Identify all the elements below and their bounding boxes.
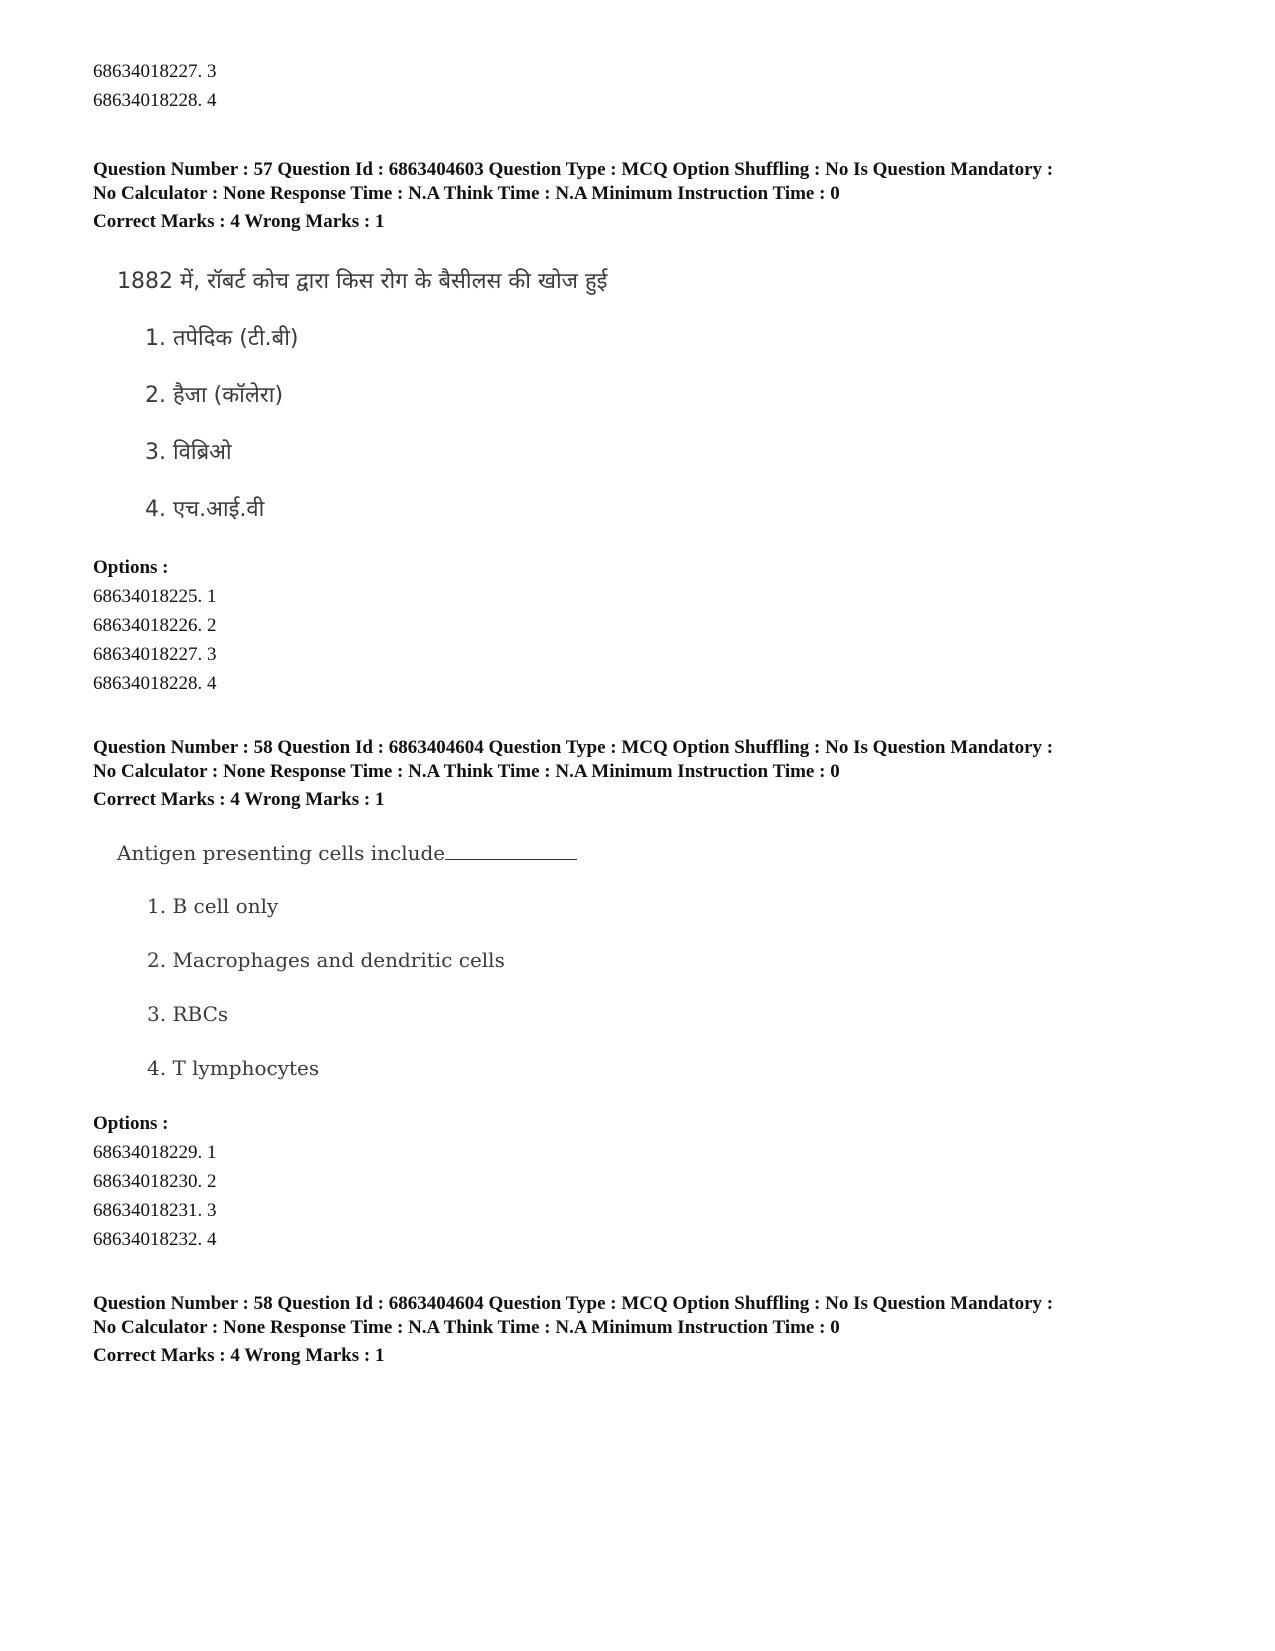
options-label: Options :	[93, 1113, 169, 1134]
question-header: No Calculator : None Response Time : N.A Think Time : N.A Minimum Instruction Time : 0	[93, 183, 840, 204]
question-marks: Correct Marks : 4 Wrong Marks : 1	[93, 211, 385, 232]
question-marks: Correct Marks : 4 Wrong Marks : 1	[93, 1345, 385, 1366]
question-choice: 2. Macrophages and dendritic cells	[147, 948, 505, 972]
answer-blank	[445, 839, 577, 860]
question-header: Question Number : 57 Question Id : 6863404603 Question Type : MCQ Option Shuffling : No Is Question Mandatory :	[93, 159, 1054, 180]
option-line: 68634018227. 3	[93, 644, 217, 665]
question-header: Question Number : 58 Question Id : 6863404604 Question Type : MCQ Option Shuffling : No Is Question Mandatory :	[93, 737, 1054, 758]
question-header: No Calculator : None Response Time : N.A Think Time : N.A Minimum Instruction Time : 0	[93, 1317, 840, 1338]
option-line: 68634018232. 4	[93, 1229, 217, 1250]
option-line: 68634018228. 4	[93, 673, 217, 694]
question-choice: 4. T lymphocytes	[147, 1056, 320, 1080]
question-choice: 1. B cell only	[147, 894, 279, 918]
option-line: 68634018230. 2	[93, 1171, 217, 1192]
question-marks: Correct Marks : 4 Wrong Marks : 1	[93, 789, 385, 810]
question-choice: 2. हैजा (कॉलेरा)	[145, 383, 284, 408]
question-choice: 3. RBCs	[147, 1002, 229, 1026]
question-choice: 3. विब्रिओ	[145, 440, 232, 465]
question-choice: 1. तपेदिक (टी.बी)	[145, 326, 299, 351]
question-header: No Calculator : None Response Time : N.A Think Time : N.A Minimum Instruction Time : 0	[93, 761, 840, 782]
option-line: 68634018226. 2	[93, 615, 217, 636]
question-text	[117, 839, 577, 867]
option-line: 68634018231. 3	[93, 1200, 217, 1221]
option-line: 68634018225. 1	[93, 586, 217, 607]
options-label: Options :	[93, 557, 169, 578]
option-line: 68634018229. 1	[93, 1142, 217, 1163]
option-line: 68634018228. 4	[93, 90, 217, 111]
question-header: Question Number : 58 Question Id : 6863404604 Question Type : MCQ Option Shuffling : No Is Question Mandatory :	[93, 1293, 1054, 1314]
question-choice: 4. एच.आई.वी	[145, 497, 265, 522]
question-text-label: Antigen presenting cells include	[117, 841, 446, 865]
option-line: 68634018227. 3	[93, 61, 217, 82]
question-text: 1882 में, रॉबर्ट कोच द्वारा किस रोग के बैसीलस की खोज हुई	[117, 269, 608, 294]
